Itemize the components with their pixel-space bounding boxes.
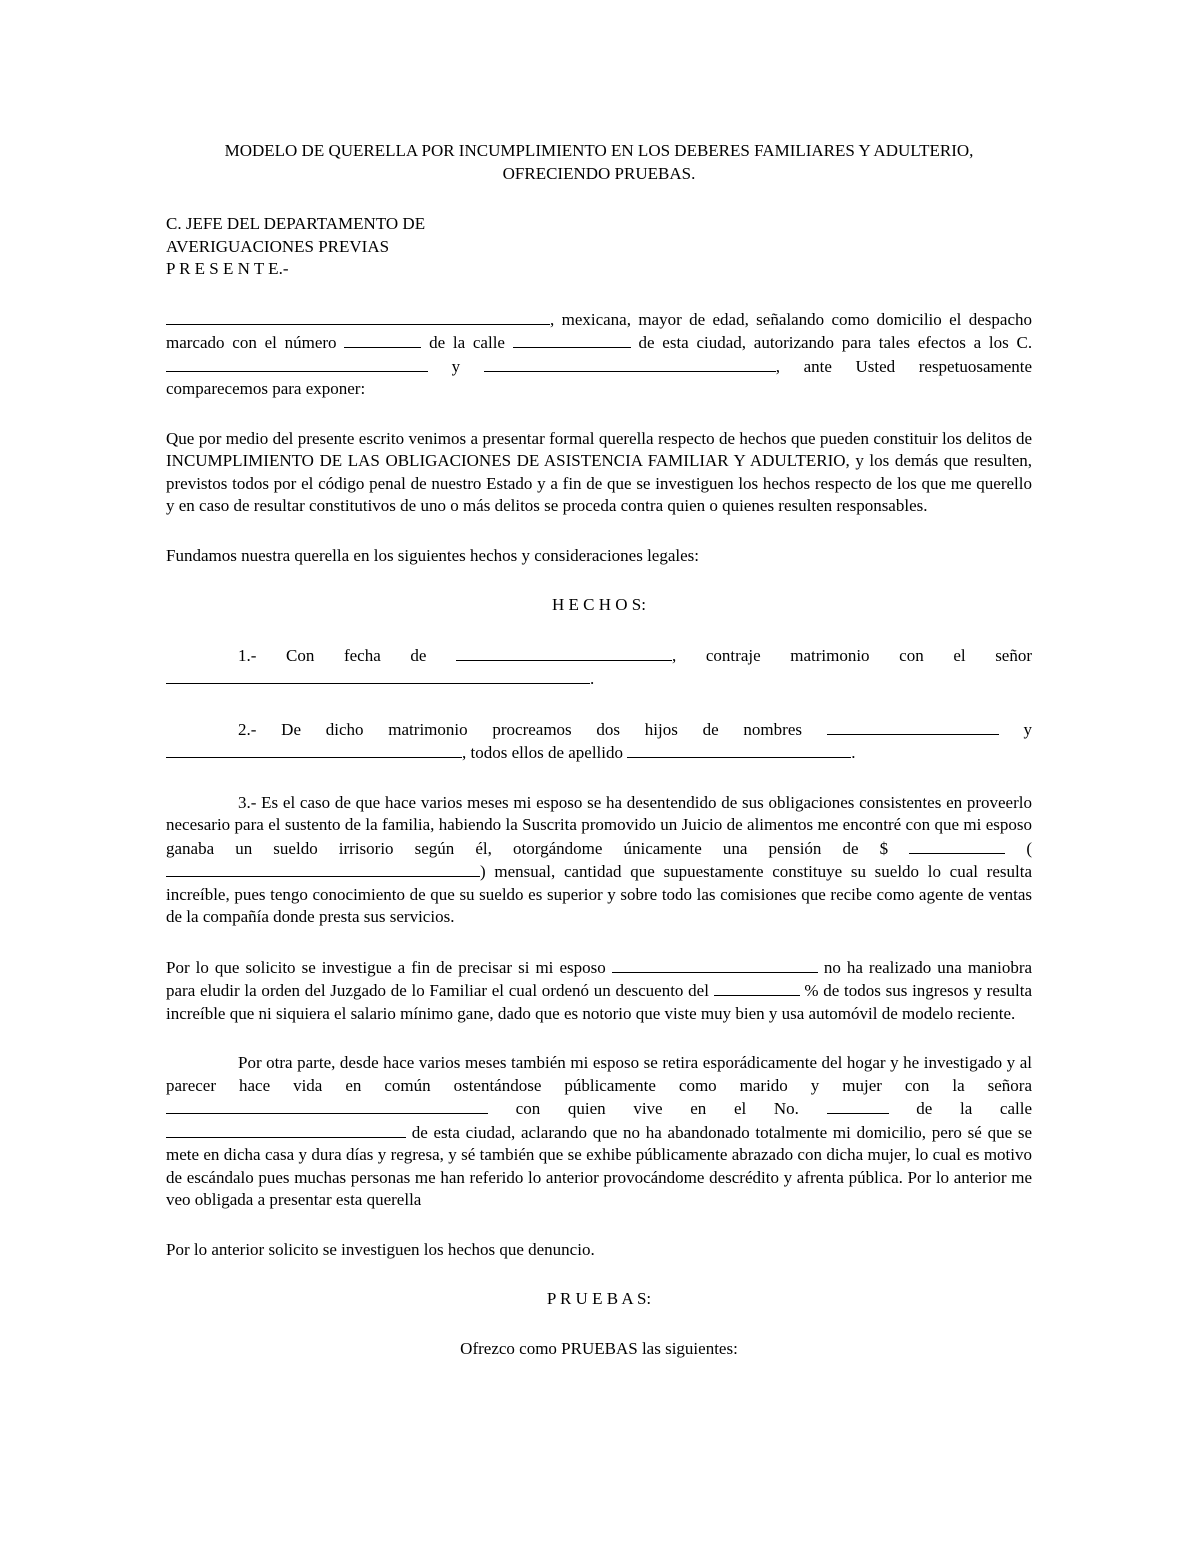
paragraph-fundamentos: Fundamos nuestra querella en los siguientes hechos y consideraciones legales: xyxy=(166,545,699,565)
blank-pension-words[interactable] xyxy=(166,860,480,877)
hecho-2-text-2: y xyxy=(1023,719,1033,739)
hecho-2-text-3: , todos ellos de apellido xyxy=(462,743,624,762)
blank-street-2[interactable] xyxy=(166,1121,406,1138)
blank-discount-percent[interactable] xyxy=(714,979,800,996)
intro-text-2: de la calle xyxy=(429,333,505,352)
addressee-line-3: P R E S E N T E.- xyxy=(166,259,289,278)
blank-authorized-2[interactable] xyxy=(484,355,776,372)
intro-text-1: , mexicana, mayor de edad, señalando como domicilio el despacho marcado con el número xyxy=(166,309,1032,352)
addressee-line-2: AVERIGUACIONES PREVIAS xyxy=(166,236,390,256)
title-line-1: MODELO DE QUERELLA POR INCUMPLIMIENTO EN LOS DEBERES FAMILIARES Y ADULTERIO, xyxy=(224,141,974,160)
blank-marriage-date[interactable] xyxy=(456,644,672,661)
hecho-1-text-2: , contraje matrimonio con el señor xyxy=(672,645,1033,665)
hecho-2-text-4: . xyxy=(851,743,856,762)
hecho-1 xyxy=(166,644,1032,691)
paragraph-4-text-2: con quien vive en el No. xyxy=(515,1099,799,1118)
paragraph-solicitud: Por lo anterior solicito se investiguen los hechos que denuncio. xyxy=(166,1239,595,1259)
intro-paragraph xyxy=(166,308,1032,401)
hecho-3-text-3: ) mensual, cantidad que supuestamente constituye su sueldo lo cual resulta increíble, pues tengo conocimiento de que su sueldo es superior y sobre todo las comisiones que recibe como agente de ventas de la compañía donde presta sus servicios. xyxy=(166,862,1032,926)
blank-house-number[interactable] xyxy=(827,1097,889,1114)
hecho-1-text-3: . xyxy=(590,669,595,688)
pruebas-heading: P R U E B A S: xyxy=(546,1289,652,1308)
paragraph-3-text-1: Por lo que solicito se investigue a fin de precisar si mi esposo xyxy=(166,957,606,977)
intro-text-3: de esta ciudad, autorizando para tales efectos a los C. xyxy=(638,333,1033,352)
blank-complainant-name[interactable] xyxy=(166,308,550,325)
document-body xyxy=(166,140,1032,1360)
paragraph-3-text-2: no ha realizado una maniobra para eludir la orden del Juzgado de lo Familiar el cual ordenó un descuento del xyxy=(166,957,1033,1000)
hecho-2-text-1: 2.- De dicho matrimonio procreamos dos hijos de nombres xyxy=(238,719,802,739)
hecho-3-text-2: ( xyxy=(1026,838,1033,858)
blank-authorized-1[interactable] xyxy=(166,355,428,372)
intro-text-5: , ante Usted respetuosamente comparecemos para exponer: xyxy=(166,356,1033,398)
paragraph-querella: Que por medio del presente escrito venimos a presentar formal querella respecto de hechos que pueden constituir los delitos de INCUMPLIMIENTO DE LAS OBLIGACIONES DE ASISTENCIA FAMILIAR Y ADULTERIO, y los demás que resulten, previstos todos por el código penal de nuestro Estado y a fin de que se investiguen los hechos respecto de los que me querello y en caso de resultar constitutivos de uno o más delitos se proceda contra quien o quienes resulten responsables. xyxy=(166,428,1032,515)
blank-child-1[interactable] xyxy=(827,718,999,735)
paragraph-adulterio xyxy=(166,1052,1032,1212)
intro-text-4: y xyxy=(451,356,461,376)
pruebas-intro: Ofrezco como PRUEBAS las siguientes: xyxy=(460,1338,738,1358)
paragraph-4-text-3: de la calle xyxy=(916,1099,1033,1118)
hechos-heading: H E C H O S: xyxy=(552,595,646,614)
blank-woman-name[interactable] xyxy=(166,1097,488,1114)
hecho-1-text-1: 1.- Con fecha de xyxy=(238,645,427,665)
addressee-block xyxy=(166,213,1032,281)
title-line-2: OFRECIENDO PRUEBAS. xyxy=(502,163,696,183)
hecho-3-text-1: 3.- Es el caso de que hace varios meses mi esposo se ha desentendido de sus obligaciones consistentes en proveerlo necesario para el sustento de la familia, habiendo la Suscrita promovido un Juicio de alimentos me encontré con que mi esposo ganaba un sueldo irrisorio según él, otorgándome únicamente una pensión de $ xyxy=(166,792,1032,858)
blank-child-2[interactable] xyxy=(166,741,462,758)
blank-surname[interactable] xyxy=(627,741,851,758)
blank-street[interactable] xyxy=(513,331,631,348)
document-title xyxy=(166,140,1032,185)
hecho-3 xyxy=(166,792,1032,929)
paragraph-4-text-1: Por otra parte, desde hace varios meses también mi esposo se retira esporádicamente del hogar y he investigado y al parecer hace vida en común ostentándose públicamente como marido y mujer con la señora xyxy=(166,1053,1032,1095)
addressee-line-1: C. JEFE DEL DEPARTAMENTO DE xyxy=(166,214,426,233)
blank-husband-name-2[interactable] xyxy=(612,956,818,973)
blank-pension-amount[interactable] xyxy=(909,837,1005,854)
blank-husband-name[interactable] xyxy=(166,667,590,684)
paragraph-4-text-4: de esta ciudad, aclarando que no ha abandonado totalmente mi domicilio, pero sé que se mete en dicha casa y dura días y regresa, y sé también que se exhibe públicamente abrazado con dicha mujer, lo cual es motivo de escándalo pues muchas personas me han referido lo anterior provocándome descrédito y afrenta pública. Por lo anterior me veo obligada a presentar esta querella xyxy=(166,1122,1033,1209)
hecho-2 xyxy=(166,718,1032,765)
blank-office-number[interactable] xyxy=(344,331,421,348)
paragraph-investigacion xyxy=(166,956,1032,1026)
paragraph-3-text-3: % de todos sus ingresos y resulta increíble que ni siquiera el salario mínimo gane, dado que es notorio que viste muy bien y usa automóvil de modelo reciente. xyxy=(166,981,1032,1023)
